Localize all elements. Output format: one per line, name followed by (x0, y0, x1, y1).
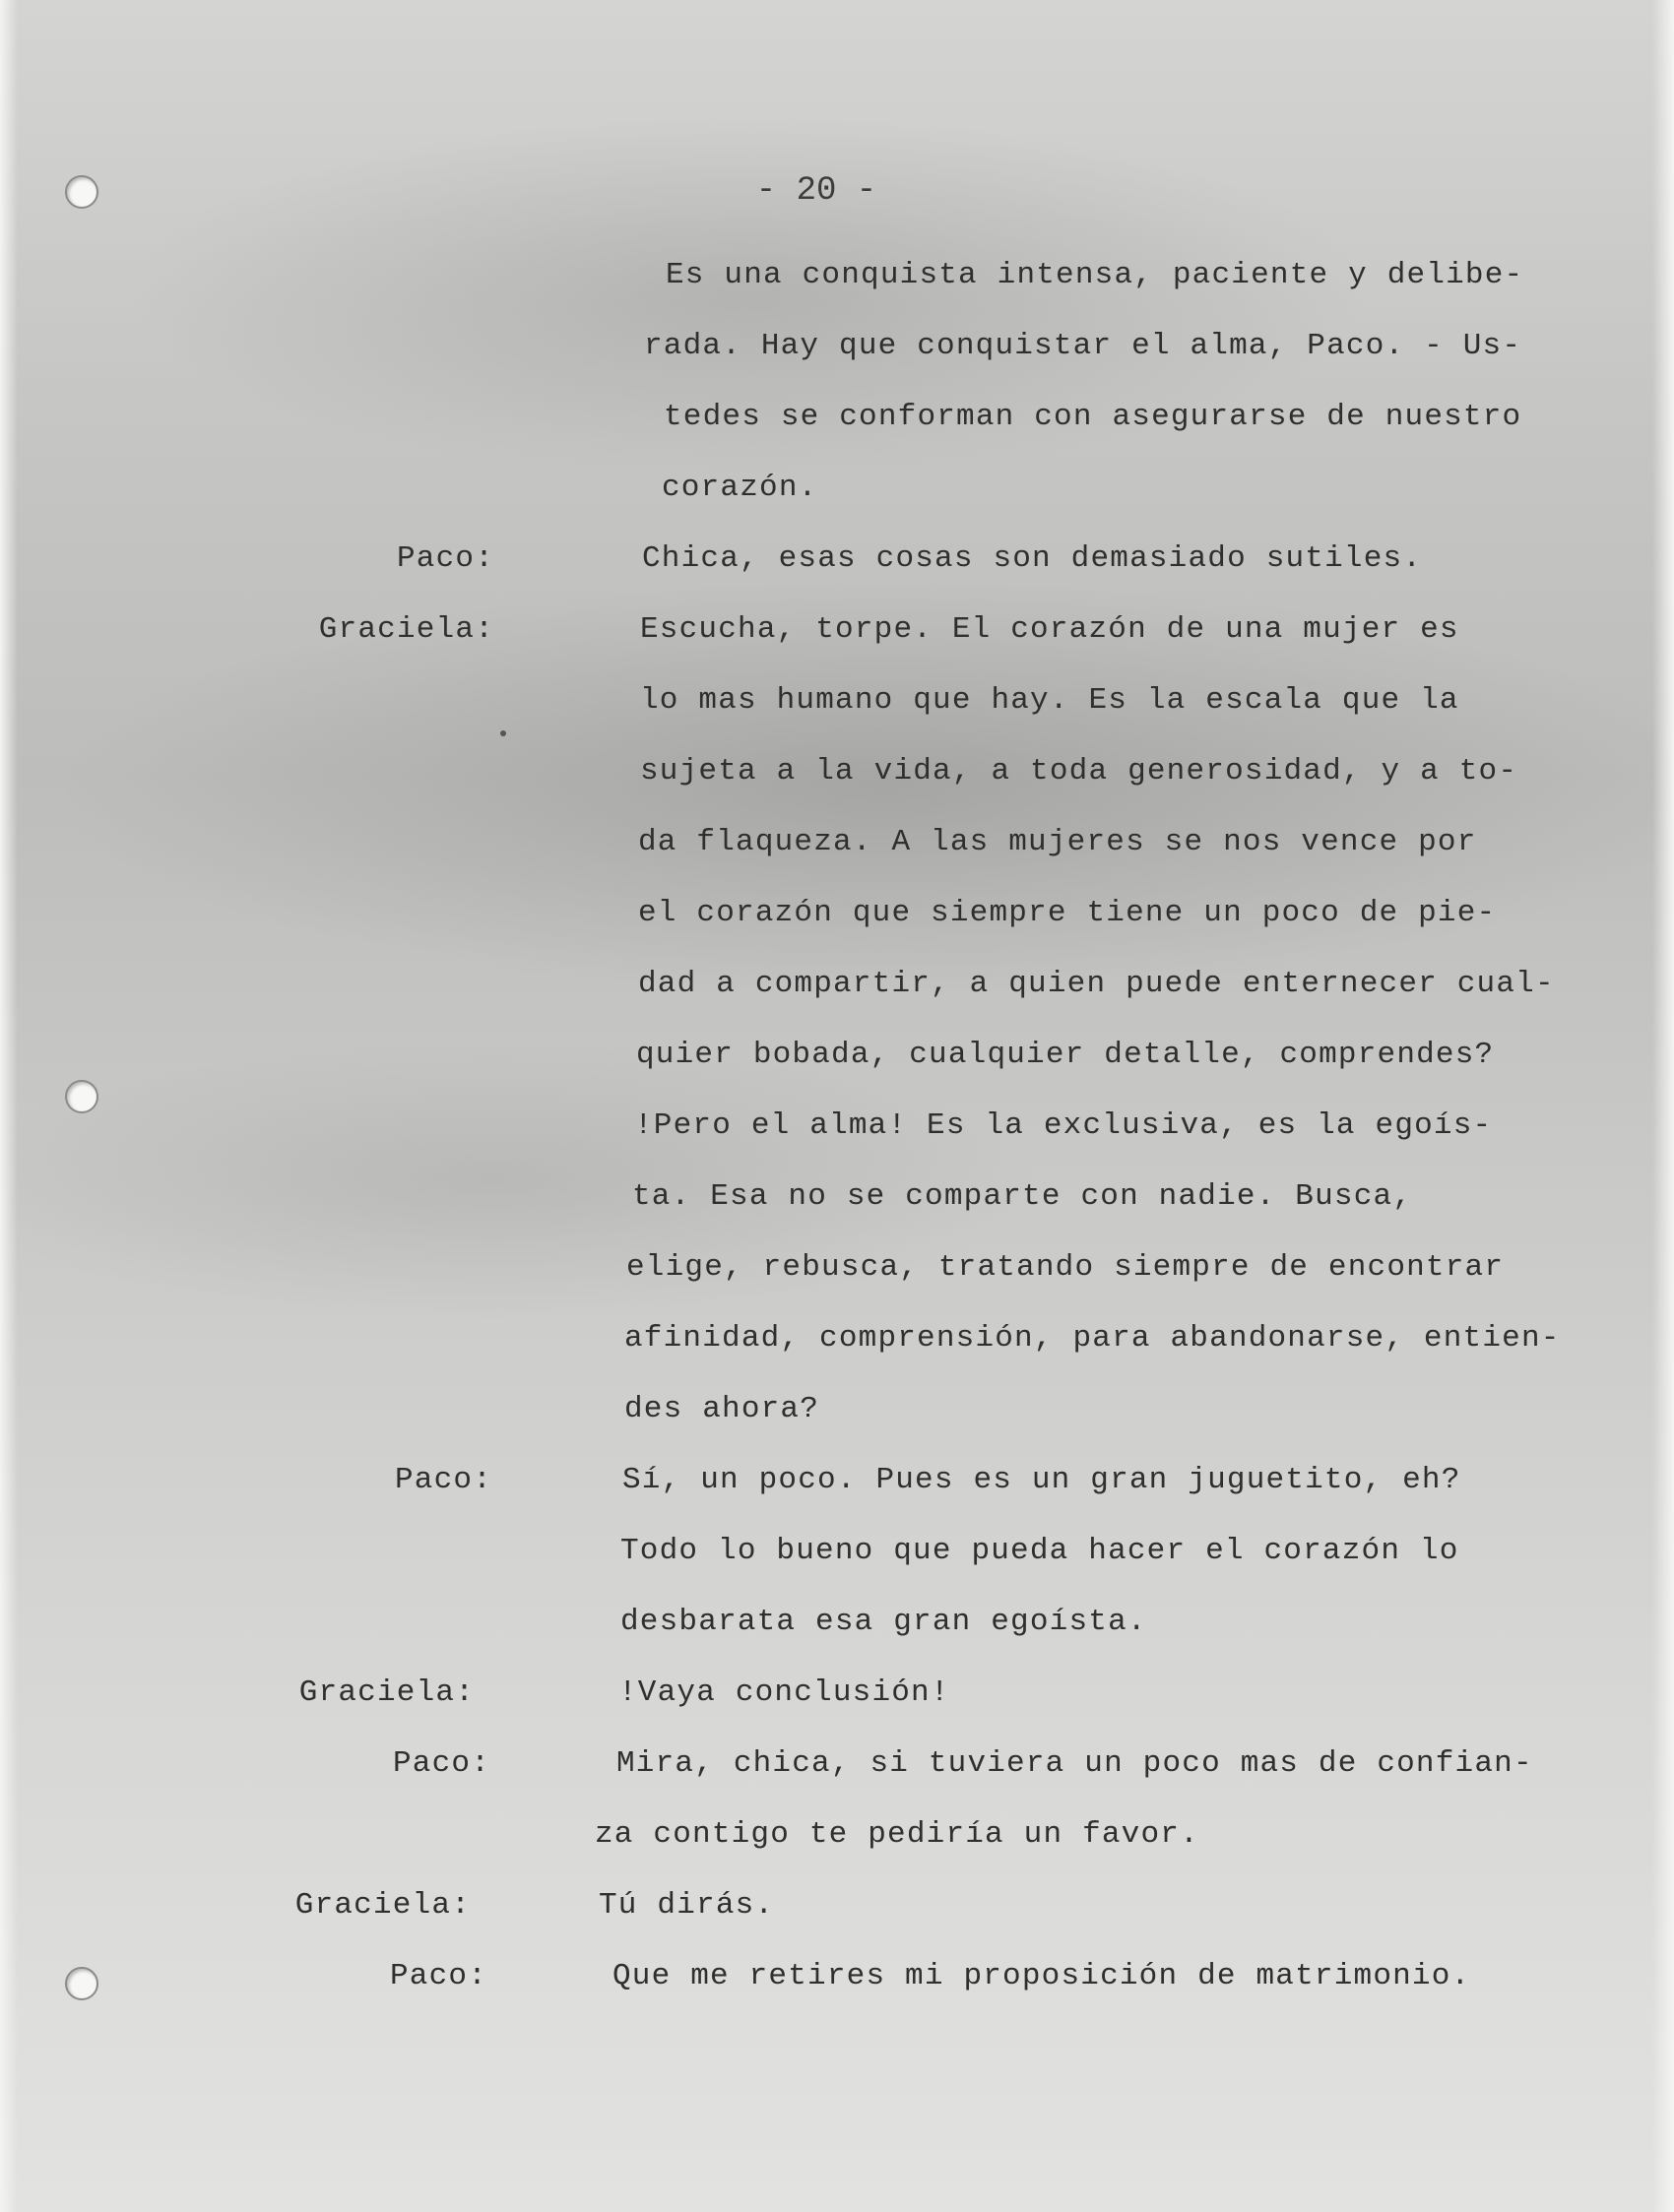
dialogue-line (0, 1179, 1674, 1250)
speaker-name: Graciela: (298, 1675, 475, 1710)
dialogue-text: sujeta a la vida, a toda generosidad, y a to- (640, 754, 1518, 789)
dialogue-line (0, 683, 1674, 754)
dialogue-line (0, 258, 1674, 329)
dialogue-text: !Pero el alma! Es la exclusiva, es la egoís- (634, 1108, 1493, 1143)
dialogue-text: Es una conquista intensa, paciente y delibe- (666, 258, 1524, 292)
dialogue-text: Todo lo bueno que pueda hacer el corazón lo (620, 1534, 1459, 1568)
speaker-name: Graciela: (294, 1888, 471, 1923)
dialogue-text: ta. Esa no se comparte con nadie. Busca, (632, 1179, 1413, 1214)
dialogue-line (0, 1250, 1674, 1321)
dialogue-line (0, 400, 1674, 471)
dialogue-line (0, 825, 1674, 896)
dialogue-text: corazón. (662, 471, 818, 505)
dialogue-text: afinidad, comprensión, para abandonarse, entien- (624, 1321, 1561, 1356)
dialogue-text: rada. Hay que conquistar el alma, Paco. - Us- (644, 329, 1522, 363)
speaker-name: Paco: (392, 1746, 490, 1781)
page-number: - 20 - (755, 172, 877, 210)
dialogue-line (0, 1392, 1674, 1463)
dialogue-text: lo mas humano que hay. Es la escala que la (640, 683, 1459, 718)
dialogue-line (0, 1038, 1674, 1108)
dialogue-line (0, 1746, 1674, 1817)
dialogue-text: quier bobada, cualquier detalle, comprendes? (636, 1038, 1495, 1072)
dialogue-text: dad a compartir, a quien puede enternecer cual- (638, 967, 1555, 1001)
dialogue-text: !Vaya conclusión! (618, 1675, 950, 1710)
dialogue-line (0, 1959, 1674, 2030)
speaker-name: Paco: (394, 1463, 492, 1497)
dialogue-line (0, 1605, 1674, 1675)
dialogue-line (0, 896, 1674, 967)
dialogue-line (0, 1463, 1674, 1534)
dialogue-text: Mira, chica, si tuviera un poco mas de confian- (616, 1746, 1533, 1781)
dialogue-line (0, 329, 1674, 400)
dialogue-text: da flaqueza. A las mujeres se nos vence por (638, 825, 1477, 859)
dialogue-line (0, 967, 1674, 1038)
punch-hole-top (65, 175, 98, 209)
dialogue-text: tedes se conforman con asegurarse de nuestro (664, 400, 1522, 434)
dialogue-line (0, 754, 1674, 825)
dialogue-line (0, 1534, 1674, 1605)
dialogue-text: za contigo te pediría un favor. (595, 1817, 1199, 1852)
dialogue-line (0, 541, 1674, 612)
speaker-name: Paco: (389, 1959, 487, 1993)
dialogue-text: des ahora? (624, 1392, 820, 1426)
dialogue-line (0, 612, 1674, 683)
dialogue-text: el corazón que siempre tiene un poco de pie- (638, 896, 1497, 930)
dialogue-line (0, 1675, 1674, 1746)
dialogue-script (0, 258, 1674, 2030)
speaker-name: Paco: (396, 541, 494, 576)
dialogue-text: Escucha, torpe. El corazón de una mujer es (640, 612, 1459, 647)
dialogue-text: desbarata esa gran egoísta. (620, 1605, 1147, 1639)
dialogue-line (0, 471, 1674, 541)
dialogue-text: Chica, esas cosas son demasiado sutiles. (642, 541, 1423, 576)
dialogue-text: Sí, un poco. Pues es un gran juguetito, eh? (622, 1463, 1461, 1497)
dialogue-text: elige, rebusca, tratando siempre de encontrar (626, 1250, 1505, 1285)
dialogue-text: Que me retires mi proposición de matrimonio. (612, 1959, 1471, 1993)
dialogue-line (0, 1817, 1674, 1888)
speaker-name: Graciela: (318, 612, 494, 647)
dialogue-line (0, 1888, 1674, 1959)
dialogue-line (0, 1108, 1674, 1179)
dialogue-line (0, 1321, 1674, 1392)
dialogue-text: Tú dirás. (599, 1888, 775, 1923)
